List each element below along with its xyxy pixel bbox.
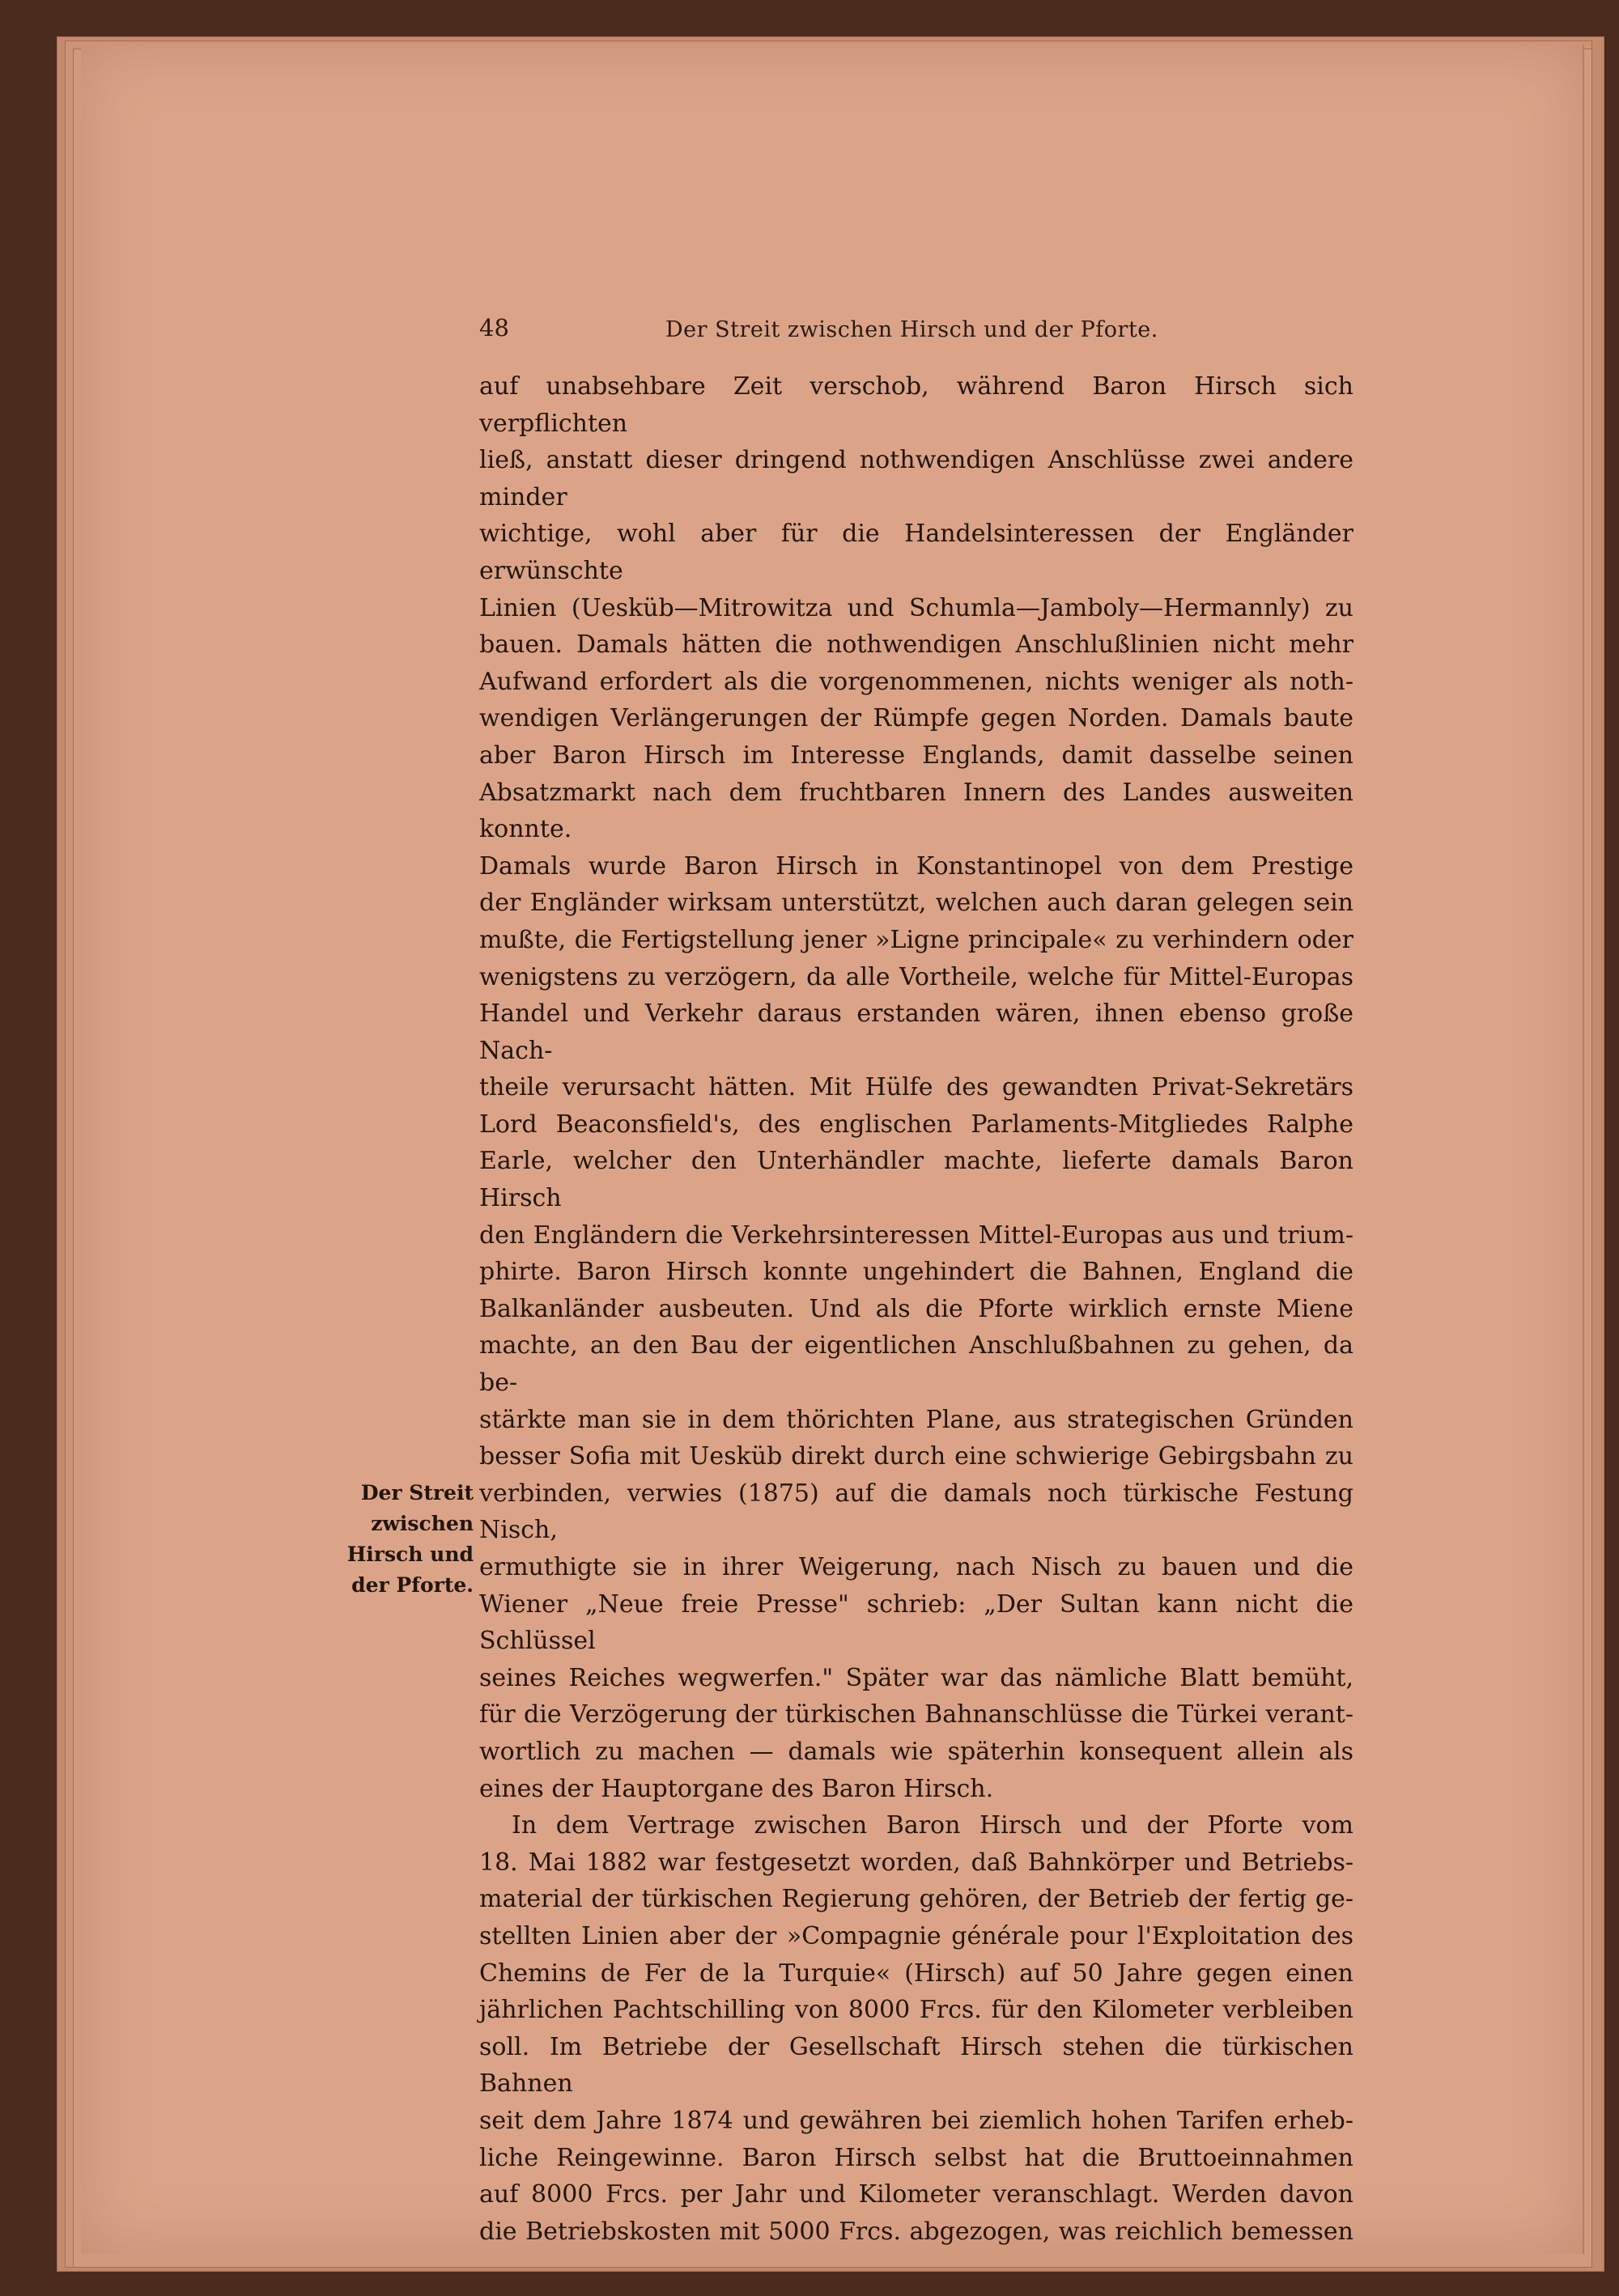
text-line: auf 8000 Frcs. per Jahr und Kilometer veranschlagt. Werden davon — [479, 2180, 1353, 2209]
text-line: eines der Hauptorgane des Baron Hirsch. — [479, 1774, 994, 1803]
marginal-note — [336, 1478, 474, 1601]
text-line: für die Verzögerung der türkischen Bahnanschlüsse die Türkei verant- — [479, 1700, 1353, 1729]
body-text — [479, 368, 1353, 2250]
text-line: Linien (Uesküb—Mitrowitza und Schumla—Jamboly—Hermannly) zu — [479, 593, 1353, 622]
text-line: auf unabsehbare Zeit verschob, während Baron Hirsch sich verpflichten — [479, 372, 1353, 438]
text-line: Earle, welcher den Unterhändler machte, lieferte damals Baron Hirsch — [479, 1147, 1353, 1213]
page-header — [479, 314, 1353, 356]
marginal-note-line: Der Streit — [360, 1481, 474, 1504]
text-line: Balkanländer ausbeuten. Und als die Pforte wirklich ernste Miene — [479, 1294, 1353, 1323]
text-line: jährlichen Pachtschilling von 8000 Frcs. für den Kilometer verbleiben — [479, 1996, 1353, 2025]
text-line: seit dem Jahre 1874 und gewähren bei ziemlich hohen Tarifen erheb- — [479, 2106, 1353, 2135]
marginal-note-line: zwischen — [371, 1512, 474, 1535]
text-line: aber Baron Hirsch im Interesse Englands, damit dasselbe seinen — [479, 741, 1353, 770]
text-line: soll. Im Betriebe der Gesellschaft Hirsch stehen die türkischen Bahnen — [479, 2032, 1353, 2099]
text-line: wortlich zu machen — damals wie späterhin konsequent allein als — [479, 1737, 1353, 1766]
text-line: liche Reingewinne. Baron Hirsch selbst hat die Bruttoeinnahmen — [479, 2143, 1353, 2172]
text-line: wendigen Verlängerungen der Rümpfe gegen Norden. Damals baute — [479, 704, 1353, 733]
text-line: theile verursacht hätten. Mit Hülfe des gewandten Privat-Sekretärs — [479, 1073, 1353, 1102]
text-line: Absatzmarkt nach dem fruchtbaren Innern des Landes ausweiten konnte. — [479, 778, 1353, 844]
page-number: 48 — [479, 314, 509, 342]
text-line: Chemins de Fer de la Turquie« (Hirsch) auf 50 Jahre gegen einen — [479, 1959, 1353, 1988]
text-line: Aufwand erfordert als die vorgenommenen, nichts weniger als noth- — [479, 667, 1353, 696]
text-line: bauen. Damals hätten die nothwendigen Anschlußlinien nicht mehr — [479, 630, 1353, 660]
text-line: Wiener „Neue freie Presse" schrieb: „Der Sultan kann nicht die Schlüssel — [479, 1589, 1353, 1656]
text-line: mußte, die Fertigstellung jener »Ligne principale« zu verhindern oder — [479, 925, 1353, 954]
marginal-note-line: der Pforte. — [351, 1573, 474, 1597]
text-line: ließ, anstatt dieser dringend nothwendigen Anschlüsse zwei andere minder — [479, 446, 1353, 511]
text-line: material der türkischen Regierung gehören, der Betrieb der fertig ge- — [479, 1885, 1353, 1914]
text-line: stärkte man sie in dem thörichten Plane, aus strategischen Gründen — [479, 1405, 1353, 1434]
text-line: Lord Beaconsfield's, des englischen Parlaments-Mitgliedes Ralphe — [479, 1110, 1353, 1139]
text-line: Handel und Verkehr daraus erstanden wären, ihnen ebenso große Nach- — [479, 999, 1353, 1065]
text-line: den Engländern die Verkehrsinteressen Mittel-Europas aus und trium- — [479, 1220, 1353, 1250]
running-title: Der Streit zwischen Hirsch und der Pforte. — [665, 317, 1158, 342]
text-line: verbinden, verwies (1875) auf die damals noch türkische Festung Nisch, — [479, 1479, 1353, 1545]
text-line: seines Reiches wegwerfen." Später war das nämliche Blatt bemüht, — [479, 1663, 1353, 1692]
text-line: Damals wurde Baron Hirsch in Konstantinopel von dem Prestige — [479, 851, 1353, 881]
text-line: die Betriebskosten mit 5000 Frcs. abgezogen, was reichlich bemessen — [479, 2217, 1353, 2246]
text-line: stellten Linien aber der »Compagnie générale pour l'Exploitation des — [479, 1921, 1353, 1950]
text-line: wenigstens zu verzögern, da alle Vortheile, welche für Mittel-Europas — [479, 962, 1353, 991]
text-line: ermuthigte sie in ihrer Weigerung, nach Nisch zu bauen und die — [479, 1553, 1353, 1581]
text-line: machte, an den Bau der eigentlichen Anschlußbahnen zu gehen, da be- — [479, 1331, 1353, 1398]
text-line: besser Sofia mit Uesküb direkt durch eine schwierige Gebirgsbahn zu — [479, 1442, 1353, 1471]
text-line: In dem Vertrage zwischen Baron Hirsch und der Pforte vom — [512, 1811, 1353, 1840]
text-line: der Engländer wirksam unterstützt, welchen auch daran gelegen sein — [479, 889, 1353, 918]
text-line: 18. Mai 1882 war festgesetzt worden, daß Bahnkörper und Betriebs- — [479, 1848, 1353, 1877]
marginal-note-line: Hirsch und — [346, 1543, 474, 1566]
text-line: phirte. Baron Hirsch konnte ungehindert die Bahnen, England die — [479, 1258, 1353, 1287]
text-line: wichtige, wohl aber für die Handelsinteressen der Engländer erwünschte — [479, 520, 1353, 585]
